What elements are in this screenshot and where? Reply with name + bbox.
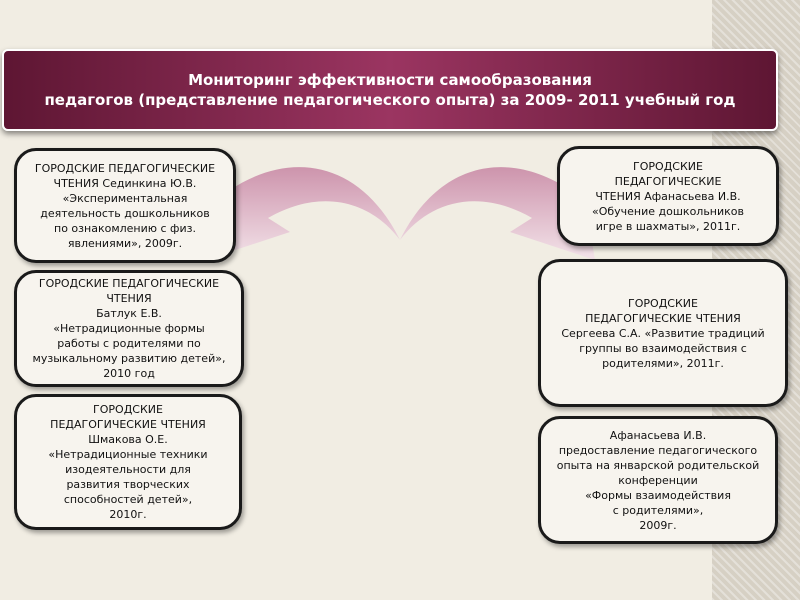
box-text-line: Шмакова О.Е.: [88, 433, 168, 446]
box-text-line: ЧТЕНИЯ Афанасьева И.В.: [595, 189, 741, 203]
reading-box-batluk: [14, 270, 244, 387]
box-text-line: группы во взаимодействия с: [579, 341, 747, 355]
box-text-line: «Формы взаимодействия: [585, 488, 731, 502]
box-text-line: «Экспериментальная: [62, 191, 188, 205]
box-text-line: 2009г.: [639, 518, 677, 532]
box-text-line: опыта на январской родительской: [556, 458, 760, 472]
reading-box-shmakova: [14, 394, 242, 530]
title-banner: [2, 49, 778, 131]
box-text-line: «Обучение дошкольников: [591, 204, 745, 218]
box-text-line: 2010г.: [109, 508, 147, 521]
box-text-line: игре в шахматы», 2011г.: [595, 219, 741, 233]
box-text-line: развития творческих: [66, 478, 190, 491]
box-text-line: деятельность дошкольников: [40, 206, 210, 220]
conference-box-afanasyeva: [538, 416, 778, 544]
box-text-line: предоставление педагогического: [558, 443, 758, 457]
box-text-line: «Нетрадиционные техники: [48, 448, 208, 461]
box-text-line: Афанасьева И.В.: [609, 428, 707, 442]
reading-box-sedinkina: [14, 148, 236, 263]
box-text-line: с родителями»,: [612, 503, 704, 517]
box-text-line: Батлук Е.В.: [96, 307, 162, 320]
box-text-line: «Нетрадиционные формы: [53, 322, 205, 335]
box-text-line: работы с родителями по: [57, 337, 201, 350]
box-text-line: музыкальному развитию детей»,: [32, 352, 226, 365]
box-text-line: ГОРОДСКИЕ: [628, 296, 698, 310]
title-line-1: Мониторинг эффективности самообразования: [188, 71, 592, 89]
box-text-line: по ознакомлению с физ.: [54, 221, 196, 235]
reading-box-afanasyeva-chess: [557, 146, 779, 246]
box-text-line: ПЕДАГОГИЧЕСКИЕ: [614, 174, 722, 188]
box-text-line: Сергеева С.А. «Развитие традиций: [561, 326, 765, 340]
box-text-line: ЧТЕНИЯ: [106, 292, 152, 305]
title-line-2: педагогов (представление педагогического опыта) за 2009- 2011 учебный год: [44, 91, 736, 109]
box-text-line: способностей детей»,: [63, 493, 193, 506]
box-text-line: ЧТЕНИЯ Сединкина Ю.В.: [53, 176, 197, 190]
box-text-line: ГОРОДСКИЕ ПЕДАГОГИЧЕСКИЕ: [34, 161, 216, 175]
box-text-line: 2010 год: [103, 367, 155, 380]
box-text-line: родителями», 2011г.: [602, 356, 724, 370]
box-text-line: явлениями», 2009г.: [67, 236, 183, 250]
box-text-line: изодеятельности для: [65, 463, 191, 476]
box-text-line: ПЕДАГОГИЧЕСКИЕ ЧТЕНИЯ: [50, 418, 206, 431]
box-text-line: ГОРОДСКИЕ: [633, 159, 703, 173]
box-text-line: ПЕДАГОГИЧЕСКИЕ ЧТЕНИЯ: [585, 311, 741, 325]
box-text-line: ГОРОДСКИЕ ПЕДАГОГИЧЕСКИЕ: [38, 277, 220, 290]
box-text-line: конференции: [618, 473, 698, 487]
box-text-line: ГОРОДСКИЕ: [93, 403, 163, 416]
reading-box-sergeeva: [538, 259, 788, 407]
